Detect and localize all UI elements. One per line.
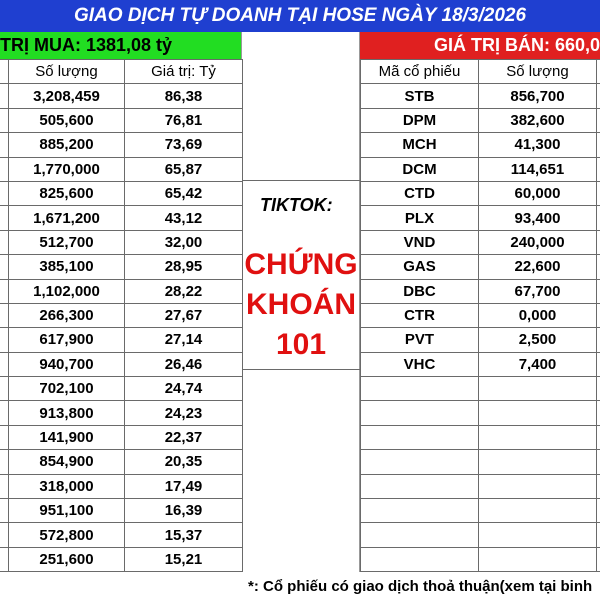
buy-total-header: TRỊ MUA: 1381,08 tỷ bbox=[0, 32, 242, 59]
sell-volume-cell: 93,400 bbox=[479, 206, 597, 230]
sell-table-row bbox=[361, 547, 600, 571]
sell-col-value bbox=[597, 60, 600, 84]
buy-ticker-cell bbox=[0, 133, 9, 157]
sell-ticker-cell: DBC bbox=[361, 279, 479, 303]
sell-value-cell bbox=[597, 279, 600, 303]
sell-ticker-cell bbox=[361, 401, 479, 425]
sell-table-row bbox=[361, 108, 600, 132]
buy-volume-cell: 1,671,200 bbox=[9, 206, 125, 230]
sell-ticker-cell: MCH bbox=[361, 133, 479, 157]
promo-line-1: CHỨNG bbox=[244, 248, 358, 281]
sell-table bbox=[360, 59, 600, 572]
buy-volume-cell: 572,800 bbox=[9, 523, 125, 547]
buy-value-cell: 32,00 bbox=[125, 230, 243, 254]
sell-table-header-row bbox=[361, 60, 600, 84]
sell-volume-cell: 240,000 bbox=[479, 230, 597, 254]
sell-ticker-cell bbox=[361, 523, 479, 547]
sell-volume-cell: 60,000 bbox=[479, 181, 597, 205]
buy-table-row bbox=[0, 230, 243, 254]
promo-label: TIKTOK: bbox=[260, 195, 333, 215]
sell-table-row bbox=[361, 499, 600, 523]
sell-value-cell bbox=[597, 474, 600, 498]
sell-ticker-cell bbox=[361, 450, 479, 474]
sell-ticker-cell: DCM bbox=[361, 157, 479, 181]
buy-volume-cell: 141,900 bbox=[9, 425, 125, 449]
sell-value-cell bbox=[597, 133, 600, 157]
sell-volume-cell: 22,600 bbox=[479, 255, 597, 279]
buy-ticker-cell bbox=[0, 328, 9, 352]
sell-volume-cell: 0,000 bbox=[479, 303, 597, 327]
sell-table-row bbox=[361, 328, 600, 352]
sell-volume-cell bbox=[479, 450, 597, 474]
buy-table-row bbox=[0, 523, 243, 547]
sell-ticker-cell: CTR bbox=[361, 303, 479, 327]
buy-ticker-cell bbox=[0, 206, 9, 230]
buy-value-cell: 20,35 bbox=[125, 450, 243, 474]
sell-value-cell bbox=[597, 303, 600, 327]
sell-table-row bbox=[361, 450, 600, 474]
sell-volume-cell bbox=[479, 425, 597, 449]
buy-ticker-cell bbox=[0, 401, 9, 425]
sell-value-cell bbox=[597, 450, 600, 474]
buy-value-cell: 27,67 bbox=[125, 303, 243, 327]
sell-table-row bbox=[361, 474, 600, 498]
sell-table-row bbox=[361, 523, 600, 547]
buy-ticker-cell bbox=[0, 181, 9, 205]
buy-ticker-cell bbox=[0, 450, 9, 474]
buy-value-cell: 15,37 bbox=[125, 523, 243, 547]
sell-table-row bbox=[361, 181, 600, 205]
buy-table-row bbox=[0, 133, 243, 157]
buy-value-cell: 43,12 bbox=[125, 206, 243, 230]
sell-volume-cell: 2,500 bbox=[479, 328, 597, 352]
sell-value-cell bbox=[597, 547, 600, 571]
buy-value-cell: 27,14 bbox=[125, 328, 243, 352]
buy-col-value: Giá trị: Tỷ bbox=[125, 60, 243, 84]
sell-ticker-cell bbox=[361, 474, 479, 498]
sell-col-volume: Số lượng bbox=[479, 60, 597, 84]
sell-table-row bbox=[361, 157, 600, 181]
buy-volume-cell: 512,700 bbox=[9, 230, 125, 254]
sell-table-row bbox=[361, 352, 600, 376]
sell-value-cell bbox=[597, 377, 600, 401]
promo-brand bbox=[242, 245, 360, 365]
buy-table-row bbox=[0, 303, 243, 327]
buy-ticker-cell bbox=[0, 108, 9, 132]
sell-table-row bbox=[361, 377, 600, 401]
buy-value-cell: 26,46 bbox=[125, 352, 243, 376]
sell-volume-cell: 114,651 bbox=[479, 157, 597, 181]
sell-value-cell bbox=[597, 108, 600, 132]
buy-volume-cell: 505,600 bbox=[9, 108, 125, 132]
buy-table-row bbox=[0, 328, 243, 352]
buy-ticker-cell bbox=[0, 547, 9, 571]
buy-ticker-cell bbox=[0, 279, 9, 303]
buy-ticker-cell bbox=[0, 425, 9, 449]
buy-table-row bbox=[0, 352, 243, 376]
sell-volume-cell: 41,300 bbox=[479, 133, 597, 157]
buy-volume-cell: 913,800 bbox=[9, 401, 125, 425]
buy-volume-cell: 702,100 bbox=[9, 377, 125, 401]
promo-line-2: KHOÁN bbox=[246, 288, 356, 321]
sell-ticker-cell: CTD bbox=[361, 181, 479, 205]
sell-volume-cell bbox=[479, 499, 597, 523]
sell-volume-cell bbox=[479, 377, 597, 401]
buy-value-cell: 73,69 bbox=[125, 133, 243, 157]
sell-volume-cell bbox=[479, 547, 597, 571]
buy-volume-cell: 1,102,000 bbox=[9, 279, 125, 303]
buy-value-cell: 15,21 bbox=[125, 547, 243, 571]
buy-table-row bbox=[0, 206, 243, 230]
sell-value-cell bbox=[597, 206, 600, 230]
buy-table-row bbox=[0, 181, 243, 205]
sell-table-row bbox=[361, 279, 600, 303]
sell-value-cell bbox=[597, 84, 600, 108]
sell-value-cell bbox=[597, 425, 600, 449]
buy-ticker-cell bbox=[0, 303, 9, 327]
buy-table-row bbox=[0, 255, 243, 279]
buy-table-row bbox=[0, 499, 243, 523]
sell-volume-cell: 7,400 bbox=[479, 352, 597, 376]
buy-value-cell: 76,81 bbox=[125, 108, 243, 132]
buy-table-row bbox=[0, 474, 243, 498]
buy-ticker-cell bbox=[0, 157, 9, 181]
buy-value-cell: 24,23 bbox=[125, 401, 243, 425]
sell-ticker-cell bbox=[361, 547, 479, 571]
sell-table-row bbox=[361, 425, 600, 449]
sell-ticker-cell: STB bbox=[361, 84, 479, 108]
sell-volume-cell bbox=[479, 401, 597, 425]
buy-value-cell: 65,42 bbox=[125, 181, 243, 205]
buy-volume-cell: 3,208,459 bbox=[9, 84, 125, 108]
buy-value-cell: 86,38 bbox=[125, 84, 243, 108]
buy-value-cell: 16,39 bbox=[125, 499, 243, 523]
sell-volume-cell bbox=[479, 474, 597, 498]
buy-table-row bbox=[0, 279, 243, 303]
buy-table-row bbox=[0, 108, 243, 132]
buy-table-row bbox=[0, 377, 243, 401]
buy-table-row bbox=[0, 157, 243, 181]
buy-table-row bbox=[0, 401, 243, 425]
buy-table bbox=[0, 59, 243, 572]
buy-volume-cell: 1,770,000 bbox=[9, 157, 125, 181]
sell-volume-cell: 67,700 bbox=[479, 279, 597, 303]
sell-ticker-cell: GAS bbox=[361, 255, 479, 279]
promo-box bbox=[242, 180, 360, 370]
buy-ticker-cell bbox=[0, 352, 9, 376]
sell-ticker-cell bbox=[361, 499, 479, 523]
sell-ticker-cell: VND bbox=[361, 230, 479, 254]
sell-ticker-cell: PLX bbox=[361, 206, 479, 230]
sell-volume-cell: 856,700 bbox=[479, 84, 597, 108]
buy-ticker-cell bbox=[0, 84, 9, 108]
buy-table-row bbox=[0, 450, 243, 474]
buy-ticker-cell bbox=[0, 499, 9, 523]
buy-volume-cell: 617,900 bbox=[9, 328, 125, 352]
buy-volume-cell: 854,900 bbox=[9, 450, 125, 474]
sell-volume-cell: 382,600 bbox=[479, 108, 597, 132]
promo-line-3: 101 bbox=[275, 328, 327, 361]
buy-volume-cell: 385,100 bbox=[9, 255, 125, 279]
buy-table-header-row bbox=[0, 60, 243, 84]
buy-value-cell: 24,74 bbox=[125, 377, 243, 401]
page-title: GIAO DỊCH TỰ DOANH TẠI HOSE NGÀY 18/3/2026 bbox=[0, 0, 600, 32]
sell-value-cell bbox=[597, 181, 600, 205]
buy-value-cell: 28,22 bbox=[125, 279, 243, 303]
sell-table-row bbox=[361, 230, 600, 254]
buy-volume-cell: 940,700 bbox=[9, 352, 125, 376]
sell-value-cell bbox=[597, 523, 600, 547]
buy-col-ticker bbox=[0, 60, 9, 84]
sell-total-header: GIÁ TRỊ BÁN: 660,0 bbox=[360, 32, 600, 59]
sell-value-cell bbox=[597, 230, 600, 254]
buy-table-row bbox=[0, 84, 243, 108]
buy-ticker-cell bbox=[0, 377, 9, 401]
buy-volume-cell: 885,200 bbox=[9, 133, 125, 157]
buy-volume-cell: 951,100 bbox=[9, 499, 125, 523]
buy-table-row bbox=[0, 425, 243, 449]
sell-volume-cell bbox=[479, 523, 597, 547]
sell-ticker-cell: PVT bbox=[361, 328, 479, 352]
buy-table-row bbox=[0, 547, 243, 571]
sell-table-row bbox=[361, 255, 600, 279]
sell-table-row bbox=[361, 206, 600, 230]
sell-value-cell bbox=[597, 352, 600, 376]
buy-volume-cell: 318,000 bbox=[9, 474, 125, 498]
sell-table-row bbox=[361, 84, 600, 108]
sell-table-row bbox=[361, 401, 600, 425]
sell-col-ticker: Mã cổ phiếu bbox=[361, 60, 479, 84]
buy-value-cell: 17,49 bbox=[125, 474, 243, 498]
buy-value-cell: 22,37 bbox=[125, 425, 243, 449]
sell-value-cell bbox=[597, 499, 600, 523]
footnote: *: Cổ phiếu có giao dịch thoả thuận(xem tại binh bbox=[248, 577, 593, 595]
buy-volume-cell: 251,600 bbox=[9, 547, 125, 571]
sell-value-cell bbox=[597, 255, 600, 279]
sell-table-row bbox=[361, 133, 600, 157]
sell-value-cell bbox=[597, 157, 600, 181]
buy-ticker-cell bbox=[0, 474, 9, 498]
buy-value-cell: 28,95 bbox=[125, 255, 243, 279]
buy-volume-cell: 266,300 bbox=[9, 303, 125, 327]
sell-ticker-cell bbox=[361, 377, 479, 401]
buy-ticker-cell bbox=[0, 230, 9, 254]
sell-ticker-cell bbox=[361, 425, 479, 449]
sell-value-cell bbox=[597, 401, 600, 425]
buy-value-cell: 65,87 bbox=[125, 157, 243, 181]
sell-ticker-cell: VHC bbox=[361, 352, 479, 376]
buy-ticker-cell bbox=[0, 523, 9, 547]
sell-ticker-cell: DPM bbox=[361, 108, 479, 132]
buy-volume-cell: 825,600 bbox=[9, 181, 125, 205]
sell-table-row bbox=[361, 303, 600, 327]
buy-col-volume: Số lượng bbox=[9, 60, 125, 84]
buy-ticker-cell bbox=[0, 255, 9, 279]
sell-value-cell bbox=[597, 328, 600, 352]
